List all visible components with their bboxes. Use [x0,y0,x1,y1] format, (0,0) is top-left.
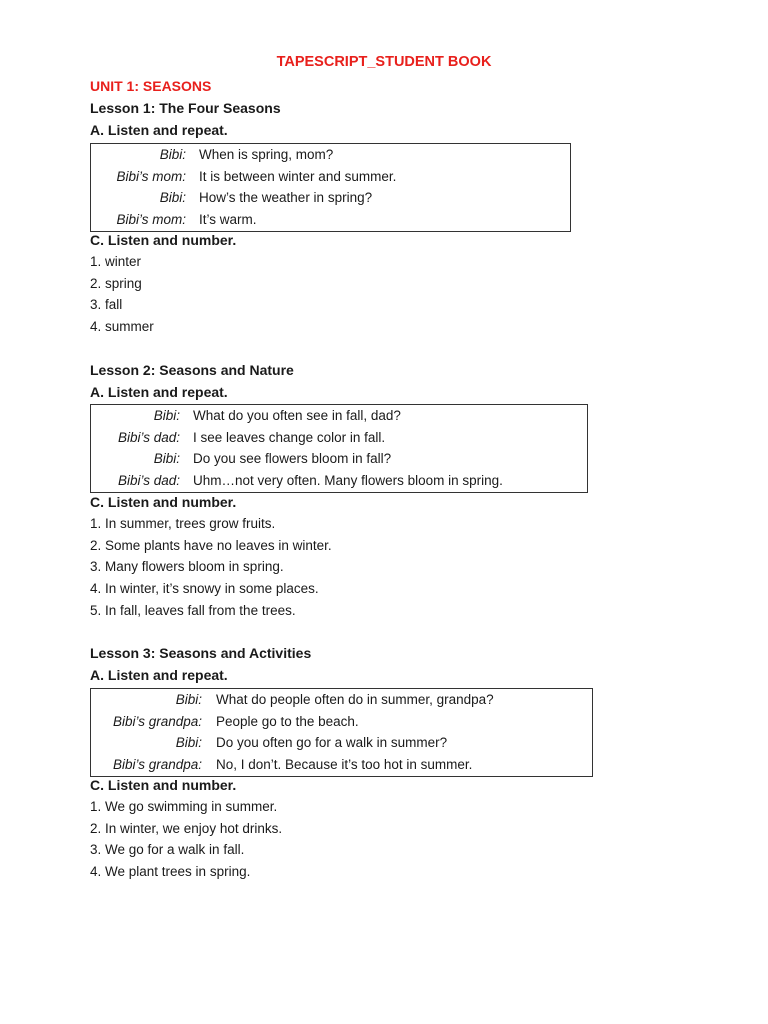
lesson-2-title: Lesson 2: Seasons and Nature [90,362,294,378]
dialogue-text: People go to the beach. [216,713,359,729]
dialogue-text: Uhm…not very often. Many flowers bloom in spring. [193,473,503,489]
dialogue-text: No, I don’t. Because it’s too hot in summer. [216,757,473,773]
speaker-label: Bibi’s dad: [117,429,180,445]
speaker-label: Bibi’s grandpa: [112,757,202,773]
speaker-label: Bibi: [159,147,186,162]
dialogue-text: It is between winter and summer. [199,168,397,184]
speaker-label: Bibi: [159,190,186,206]
dialogue-text: Do you see flowers bloom in fall? [193,451,392,467]
dialogue-line [91,470,587,492]
list-item: 1. In summer, trees grow fruits. [90,516,276,531]
dialogue-line [91,732,592,754]
list-item: 2. In winter, we enjoy hot drinks. [90,820,283,836]
dialogue-line [91,144,570,166]
speaker-label: Bibi: [153,408,180,423]
speaker-label: Bibi: [175,692,202,707]
lesson-1-number-list [90,251,154,338]
dialogue-line [91,209,570,231]
lesson-1-title: Lesson 1: The Four Seasons [90,100,281,116]
list-item: 1. winter [90,254,142,269]
dialogue-text: What do you often see in fall, dad? [193,408,401,423]
lesson-1-section-a: A. Listen and repeat. [90,122,228,138]
list-item: 2. Some plants have no leaves in winter. [90,537,332,553]
unit-heading: UNIT 1: SEASONS [90,78,212,94]
lesson-3-section-c: C. Listen and number. [90,777,237,793]
lesson-2-section-c: C. Listen and number. [90,494,237,510]
lesson-2-section-a: A. Listen and repeat. [90,384,228,400]
dialogue-text: How’s the weather in spring? [199,190,373,206]
list-item: 3. fall [90,297,123,313]
dialogue-line [91,166,570,188]
speaker-label: Bibi’s mom: [116,168,186,184]
dialogue-line [91,448,587,470]
speaker-label: Bibi’s grandpa: [112,713,202,729]
list-item: 3. Many flowers bloom in spring. [90,559,284,575]
dialogue-text: What do people often do in summer, grandpa? [216,692,494,707]
lesson-1-section-c: C. Listen and number. [90,232,237,248]
dialogue-text: Do you often go for a walk in summer? [216,735,448,751]
lesson-3-number-list [90,796,282,883]
list-item: 5. In fall, leaves fall from the trees. [90,602,296,618]
speaker-label: Bibi: [175,735,202,751]
lesson-3-dialogue-box [90,688,593,777]
speaker-label: Bibi’s dad: [117,473,180,489]
lesson-2-number-list [90,513,332,621]
speaker-label: Bibi: [153,451,180,467]
lesson-3-title: Lesson 3: Seasons and Activities [90,645,312,661]
lesson-3-section-a: A. Listen and repeat. [90,667,228,683]
dialogue-line [91,405,587,427]
list-item: 4. In winter, it’s snowy in some places. [90,581,319,597]
dialogue-line [91,427,587,449]
speaker-label: Bibi’s mom: [116,212,186,228]
dialogue-text: I see leaves change color in fall. [193,429,386,445]
dialogue-line [91,187,570,209]
list-item: 3. We go for a walk in fall. [90,842,245,858]
dialogue-text: It’s warm. [199,212,257,228]
list-item: 4. We plant trees in spring. [90,864,251,880]
lesson-2-dialogue-box [90,404,588,493]
dialogue-line [91,689,592,711]
document-title: TAPESCRIPT_STUDENT BOOK [276,54,492,70]
dialogue-line [91,711,592,733]
dialogue-line [91,754,592,776]
list-item: 4. summer [90,319,154,335]
lesson-1-dialogue-box [90,143,571,232]
list-item: 2. spring [90,275,142,291]
list-item: 1. We go swimming in summer. [90,799,278,814]
dialogue-text: When is spring, mom? [199,147,334,162]
